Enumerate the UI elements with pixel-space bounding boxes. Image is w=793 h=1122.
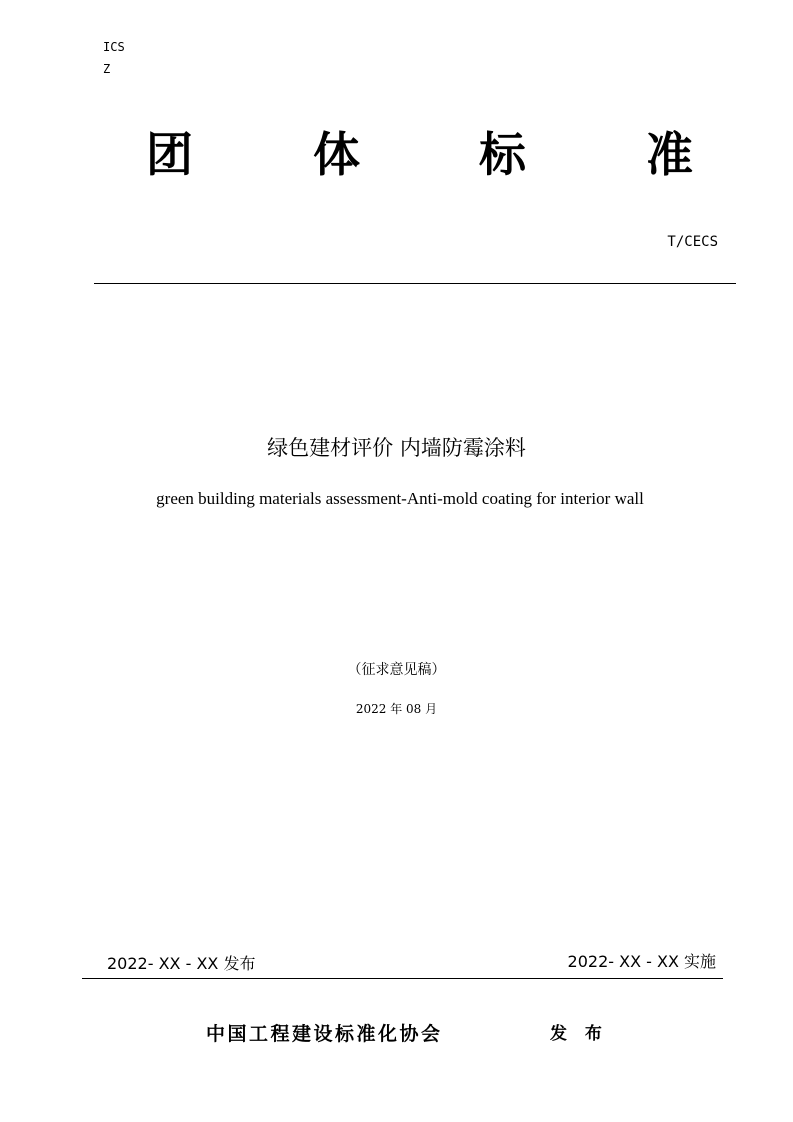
draft-date: 2022 年 08 月 xyxy=(355,702,438,716)
document-title-english: green building materials assessment-Anti-mold coating for interior wall xyxy=(156,489,644,508)
standard-type-char-2: 体 xyxy=(313,128,360,183)
top-divider xyxy=(94,283,736,284)
standard-type-char-1: 团 xyxy=(146,128,193,183)
standard-type-char-4: 准 xyxy=(646,128,693,183)
bottom-divider xyxy=(82,978,723,979)
publish-label: 发 布 xyxy=(550,1024,608,1044)
document-title-chinese: 绿色建材评价 内墙防霉涂料 xyxy=(267,436,526,460)
effective-date: 2022- XX - XX 实施 xyxy=(567,952,716,971)
publish-date: 2022- XX - XX 发布 xyxy=(107,954,256,973)
ics-label: ICS xyxy=(103,40,125,54)
classification-label: Z xyxy=(103,62,111,76)
publisher-name: 中国工程建设标准化协会 xyxy=(206,1023,443,1045)
standard-code: T/CECS xyxy=(667,234,718,250)
standard-type-char-3: 标 xyxy=(479,128,526,183)
draft-status: （征求意见稿） xyxy=(347,662,446,678)
